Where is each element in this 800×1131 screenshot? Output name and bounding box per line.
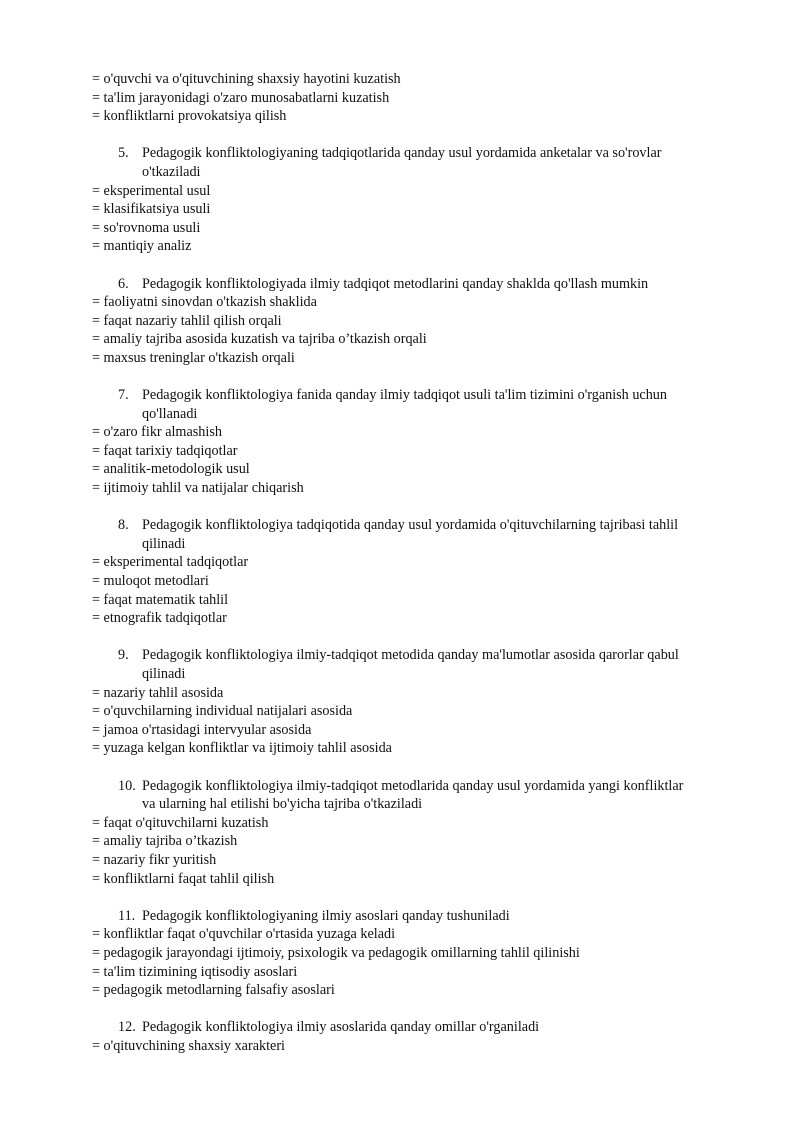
question-line-1: Pedagogik konfliktologiya tadqiqotida qanday usul yordamida o'qituvchilarning tajribasi tahlil: [142, 517, 679, 534]
question-text: [0, 1018, 800, 1037]
question-line-1: Pedagogik konfliktologiyada ilmiy tadqiqot metodlarini qanday shaklda qo'llash mumkin: [142, 275, 649, 292]
question-text: [0, 386, 800, 405]
answer-option: = maxsus treninglar o'tkazish orqali: [92, 349, 295, 366]
answer-option: = pedagogik jarayondagi ijtimoiy, psixologik va pedagogik omillarning tahlil qilinishi: [92, 944, 580, 961]
question-block: [0, 498, 800, 628]
question-block: [0, 368, 800, 498]
document-page: [0, 70, 800, 1055]
answer-option: = konfliktlar faqat o'quvchilar o'rtasida yuzaga keladi: [92, 926, 396, 943]
question-number: 8.: [118, 517, 129, 534]
question-block: [0, 1000, 800, 1056]
answer-option: = amaliy tajriba o’tkazish: [92, 833, 238, 850]
question-block: [0, 888, 800, 1000]
answer-option: = o'quvchi va o'qituvchining shaxsiy hayotini kuzatish: [92, 71, 401, 87]
block-spacer: [0, 888, 800, 907]
block-spacer: [0, 1000, 800, 1019]
answer-option: = o'zaro fikr almashish: [92, 424, 222, 441]
question-number: 9.: [118, 647, 129, 664]
question-line-1: Pedagogik konfliktologiya ilmiy-tadqiqot metodlarida qanday usul yordamida yangi konfliktlar: [142, 777, 684, 794]
answer-option: = o'qituvchining shaxsiy xarakteri: [92, 1037, 285, 1054]
answer-option: = nazariy tahlil asosida: [92, 684, 224, 701]
question-line-1: Pedagogik konfliktologiya ilmiy asoslarida qanday omillar o'rganiladi: [142, 1019, 540, 1036]
question-text: [0, 516, 800, 535]
question-line-1: Pedagogik konfliktologiyaning tadqiqotlarida qanday usul yordamida anketalar va so'rovlar: [142, 145, 662, 162]
block-spacer: [0, 758, 800, 777]
block-spacer: [0, 628, 800, 647]
question-text: [0, 646, 800, 665]
question-line-2: qilinadi: [142, 535, 186, 552]
answer-option: = o'quvchilarning individual natijalari asosida: [92, 703, 353, 720]
question-line-2: va ularning hal etilishi bo'yicha tajriba o'tkaziladi: [142, 796, 423, 813]
question-block: [0, 256, 800, 368]
answer-option: = faqat tarixiy tadqiqotlar: [92, 442, 238, 459]
answer-option: = so'rovnoma usuli: [92, 219, 201, 236]
answer-option: = klasifikatsiya usuli: [92, 201, 211, 218]
question-line-2: qilinadi: [142, 666, 186, 682]
answer-option: = ijtimoiy tahlil va natijalar chiqarish: [92, 480, 304, 497]
answer-option: = konfliktlarni faqat tahlil qilish: [92, 870, 275, 887]
question-number: 12.: [118, 1019, 136, 1036]
answer-option: = eksperimental usul: [92, 182, 211, 199]
question-block: [0, 70, 800, 126]
block-spacer: [0, 498, 800, 517]
answer-option: = faqat o'qituvchilarni kuzatish: [92, 814, 269, 831]
question-number: 5.: [118, 145, 129, 162]
question-line-1: Pedagogik konfliktologiya fanida qanday ilmiy tadqiqot usuli ta'lim tizimini o'rganish uchun: [142, 387, 667, 404]
answer-option: = faqat nazariy tahlil qilish orqali: [92, 312, 282, 329]
question-text: [0, 777, 800, 796]
question-number: 11.: [118, 907, 136, 924]
answer-option: = ta'lim tizimining iqtisodiy asoslari: [92, 963, 298, 980]
answer-option: = amaliy tajriba asosida kuzatish va tajriba o’tkazish orqali: [92, 331, 427, 348]
answer-option: = etnografik tadqiqotlar: [92, 610, 227, 627]
question-number: 7.: [118, 387, 129, 404]
answer-option: = muloqot metodlari: [92, 573, 209, 590]
answer-option: = faoliyatni sinovdan o'tkazish shaklida: [92, 294, 317, 311]
question-line-2: o'tkaziladi: [142, 163, 201, 180]
answer-option: = konfliktlarni provokatsiya qilish: [92, 108, 287, 125]
question-line-1: Pedagogik konfliktologiya ilmiy-tadqiqot metodida qanday ma'lumotlar asosida qarorlar qabul: [142, 647, 679, 664]
answer-option: = nazariy fikr yuritish: [92, 851, 217, 868]
question-number: 10.: [118, 777, 136, 794]
question-block: [0, 628, 800, 758]
question-line-1: Pedagogik konfliktologiyaning ilmiy asoslari qanday tushuniladi: [142, 907, 510, 924]
answer-option: = jamoa o'rtasidagi intervyular asosida: [92, 721, 312, 738]
question-line-2: qo'llanadi: [142, 405, 198, 422]
question-block: [0, 758, 800, 888]
answer-option: = faqat matematik tahlil: [92, 591, 229, 608]
answer-option: = mantiqiy analiz: [92, 238, 192, 255]
question-text: [0, 144, 800, 163]
answer-option: = analitik-metodologik usul: [92, 461, 250, 478]
block-spacer: [0, 368, 800, 387]
answer-option: = ta'lim jarayonidagi o'zaro munosabatlarni kuzatish: [92, 89, 390, 106]
question-block: [0, 126, 800, 256]
question-text: [0, 275, 800, 294]
question-number: 6.: [118, 275, 129, 292]
answer-option: = yuzaga kelgan konfliktlar va ijtimoiy tahlil asosida: [92, 740, 392, 757]
block-spacer: [0, 126, 800, 145]
answer-option: = pedagogik metodlarning falsafiy asoslari: [92, 982, 335, 999]
block-spacer: [0, 256, 800, 275]
question-text: [0, 907, 800, 926]
answer-option: = eksperimental tadqiqotlar: [92, 554, 249, 571]
